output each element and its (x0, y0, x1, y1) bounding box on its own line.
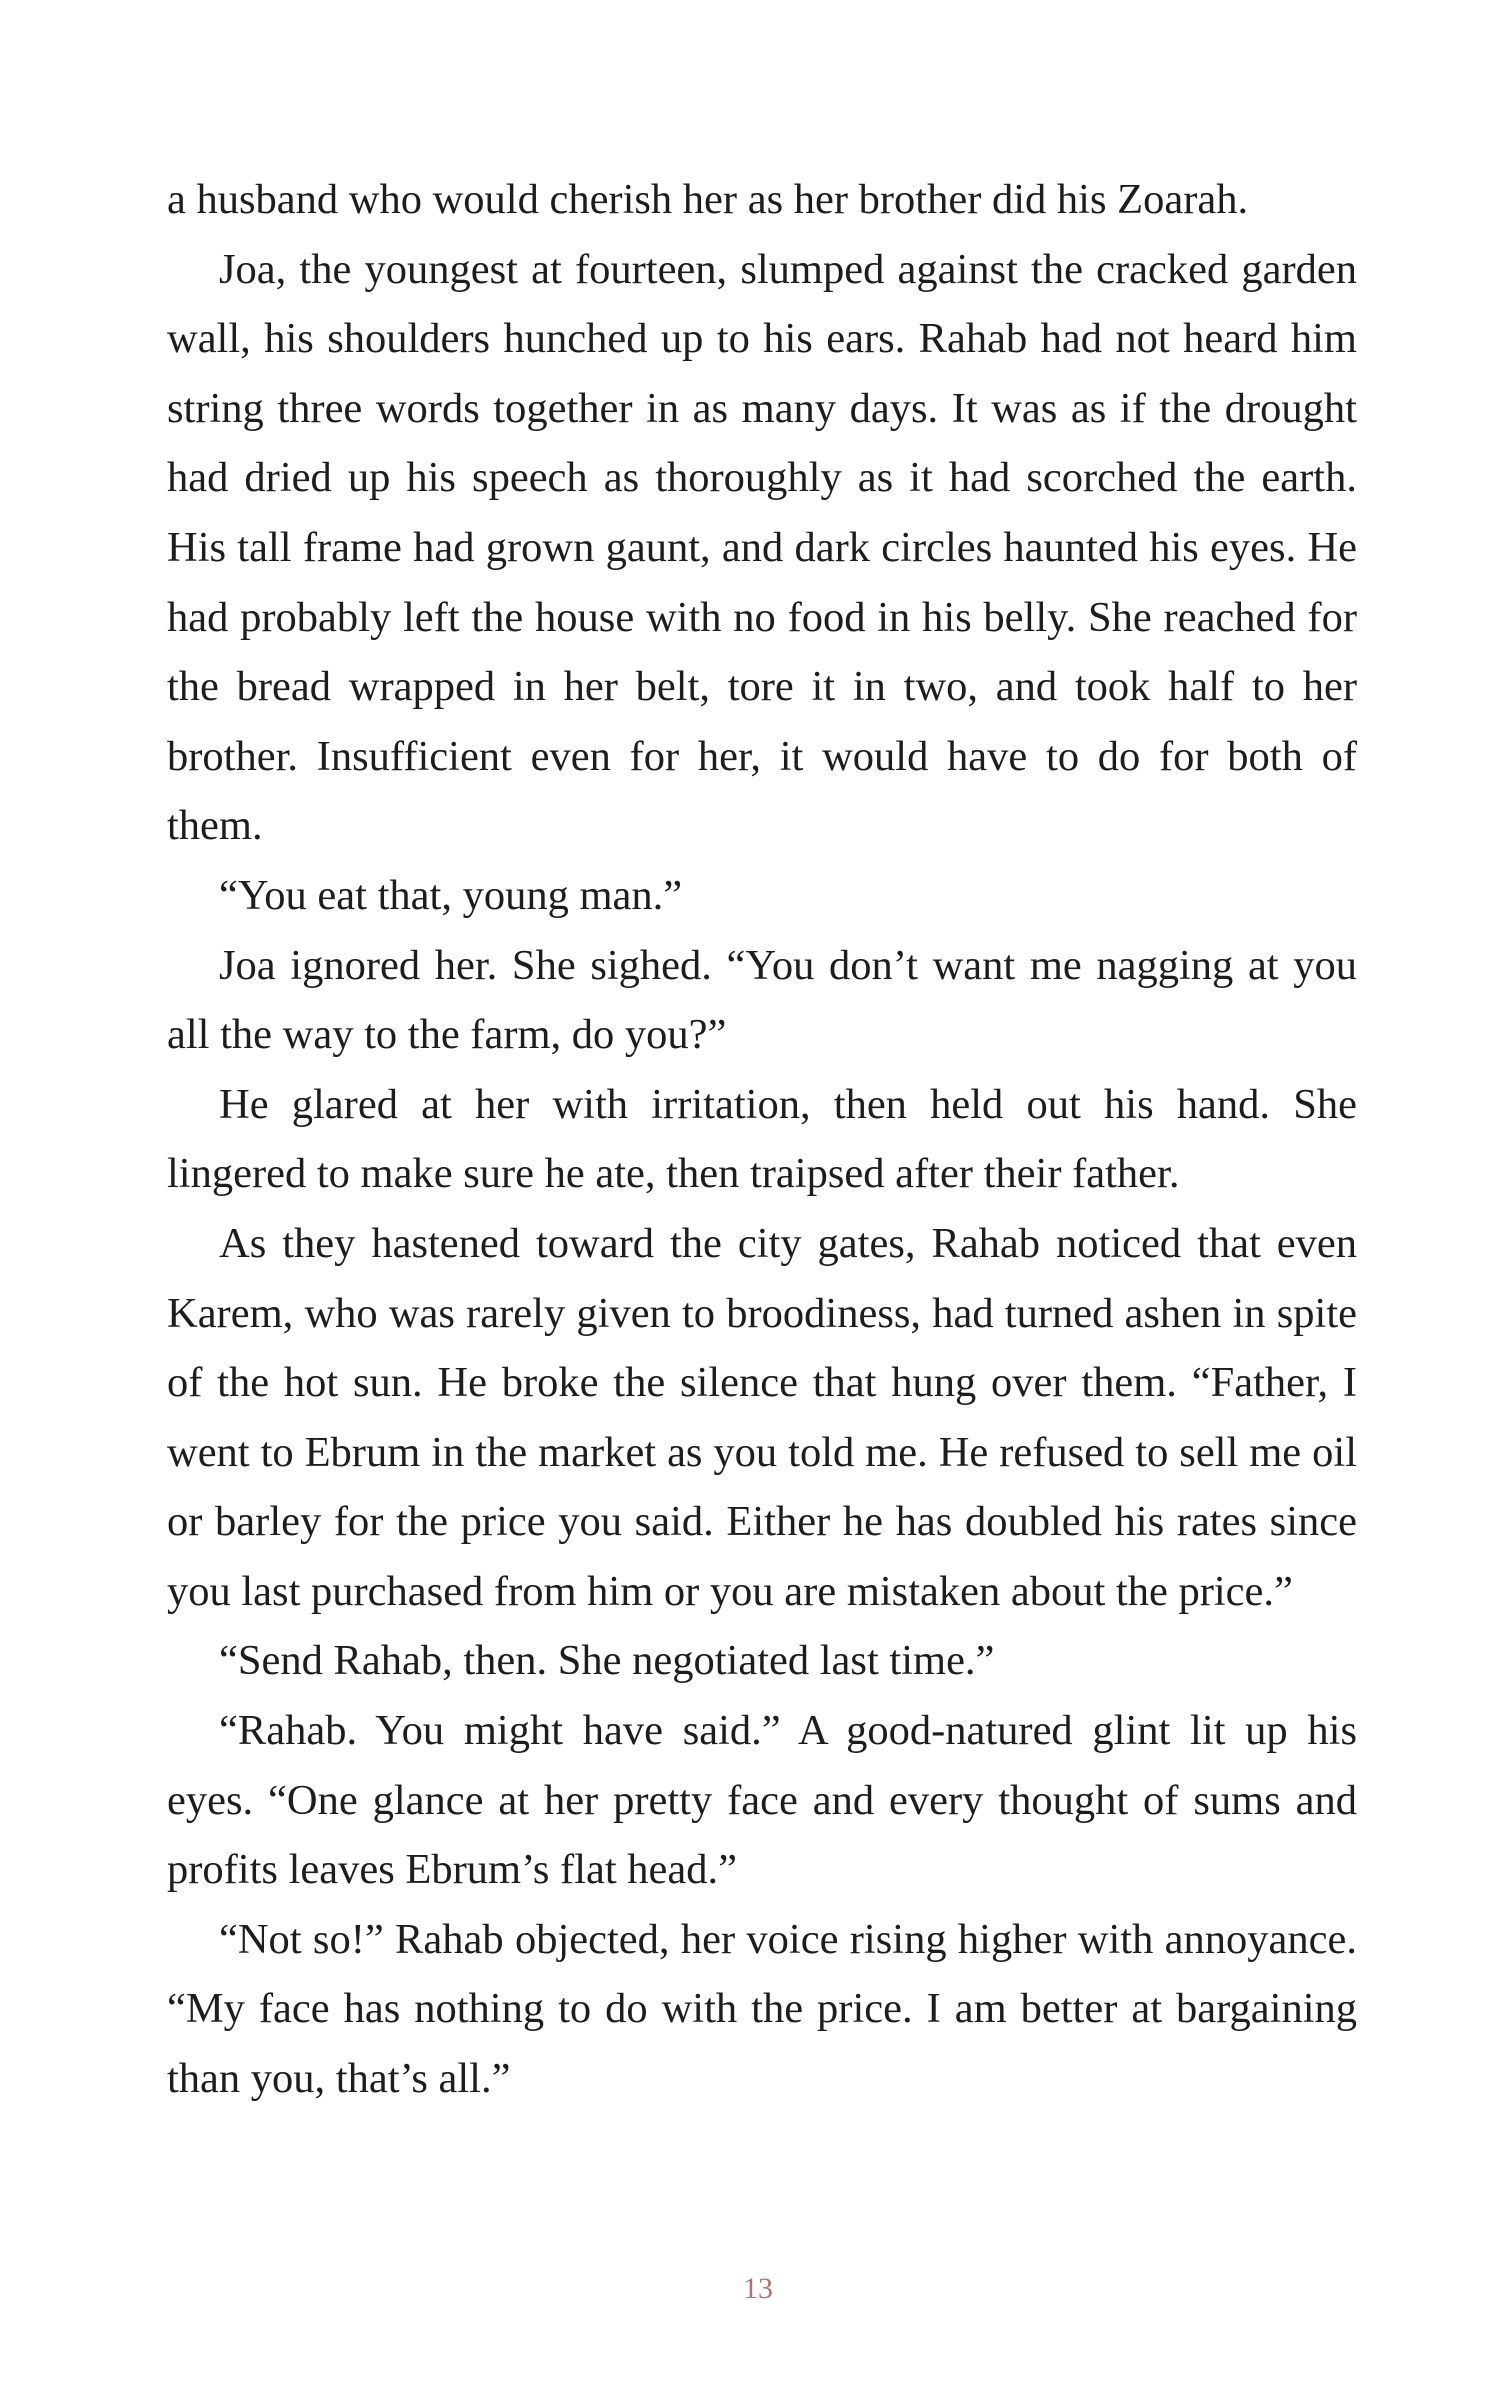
paragraph: He glared at her with irritation, then held out his hand. She lingered to make sure he ate, then traipsed after their father. (167, 1080, 1357, 1198)
paragraph: Joa, the youngest at fourteen, slumped against the cracked garden wall, his shoulders hunched up to his ears. Rahab had not heard him string three words together in as many days. It was as if the drought had dried up his speech as thoroughly as it had scorched the earth. His tall frame had grown gaunt, and dark circles haunted his eyes. He had probably left the house with no food in his belly. She reached for the bread wrapped in her belt, tore it in two, and took half to her brother. Insufficient even for her, it would have to do for both of them. (167, 245, 1357, 850)
body-text (167, 165, 1357, 2114)
page-number: 13 (743, 2272, 773, 2305)
paragraph: “You eat that, young man.” (219, 871, 683, 919)
paragraph: “Not so!” Rahab objected, her voice rising higher with annoyance. “My face has nothing to do with the price. I am better at bargaining than you, that’s all.” (167, 1915, 1357, 2103)
paragraph: Joa ignored her. She sighed. “You don’t want me nagging at you all the way to the farm, do you?” (167, 941, 1357, 1059)
paragraph-continuation: a husband who would cherish her as her brother did his Zoarah. (167, 176, 1249, 223)
paragraph: “Rahab. You might have said.” A good-natured glint lit up his eyes. “One glance at her pretty face and every thought of sums and profits leaves Ebrum’s flat head.” (167, 1707, 1357, 1894)
paragraph: As they hastened toward the city gates, Rahab noticed that even Karem, who was rarely given to broodiness, had turned ashen in spite of the hot sun. He broke the silence that hung over them. “Father, I went to Ebrum in the market as you told me. He refused to sell me oil or barley for the price you said. Either he has doubled his rates since you last purchased from him or you are mistaken about the price.” (167, 1219, 1357, 1615)
paragraph: “Send Rahab, then. She negotiated last time.” (219, 1637, 995, 1685)
